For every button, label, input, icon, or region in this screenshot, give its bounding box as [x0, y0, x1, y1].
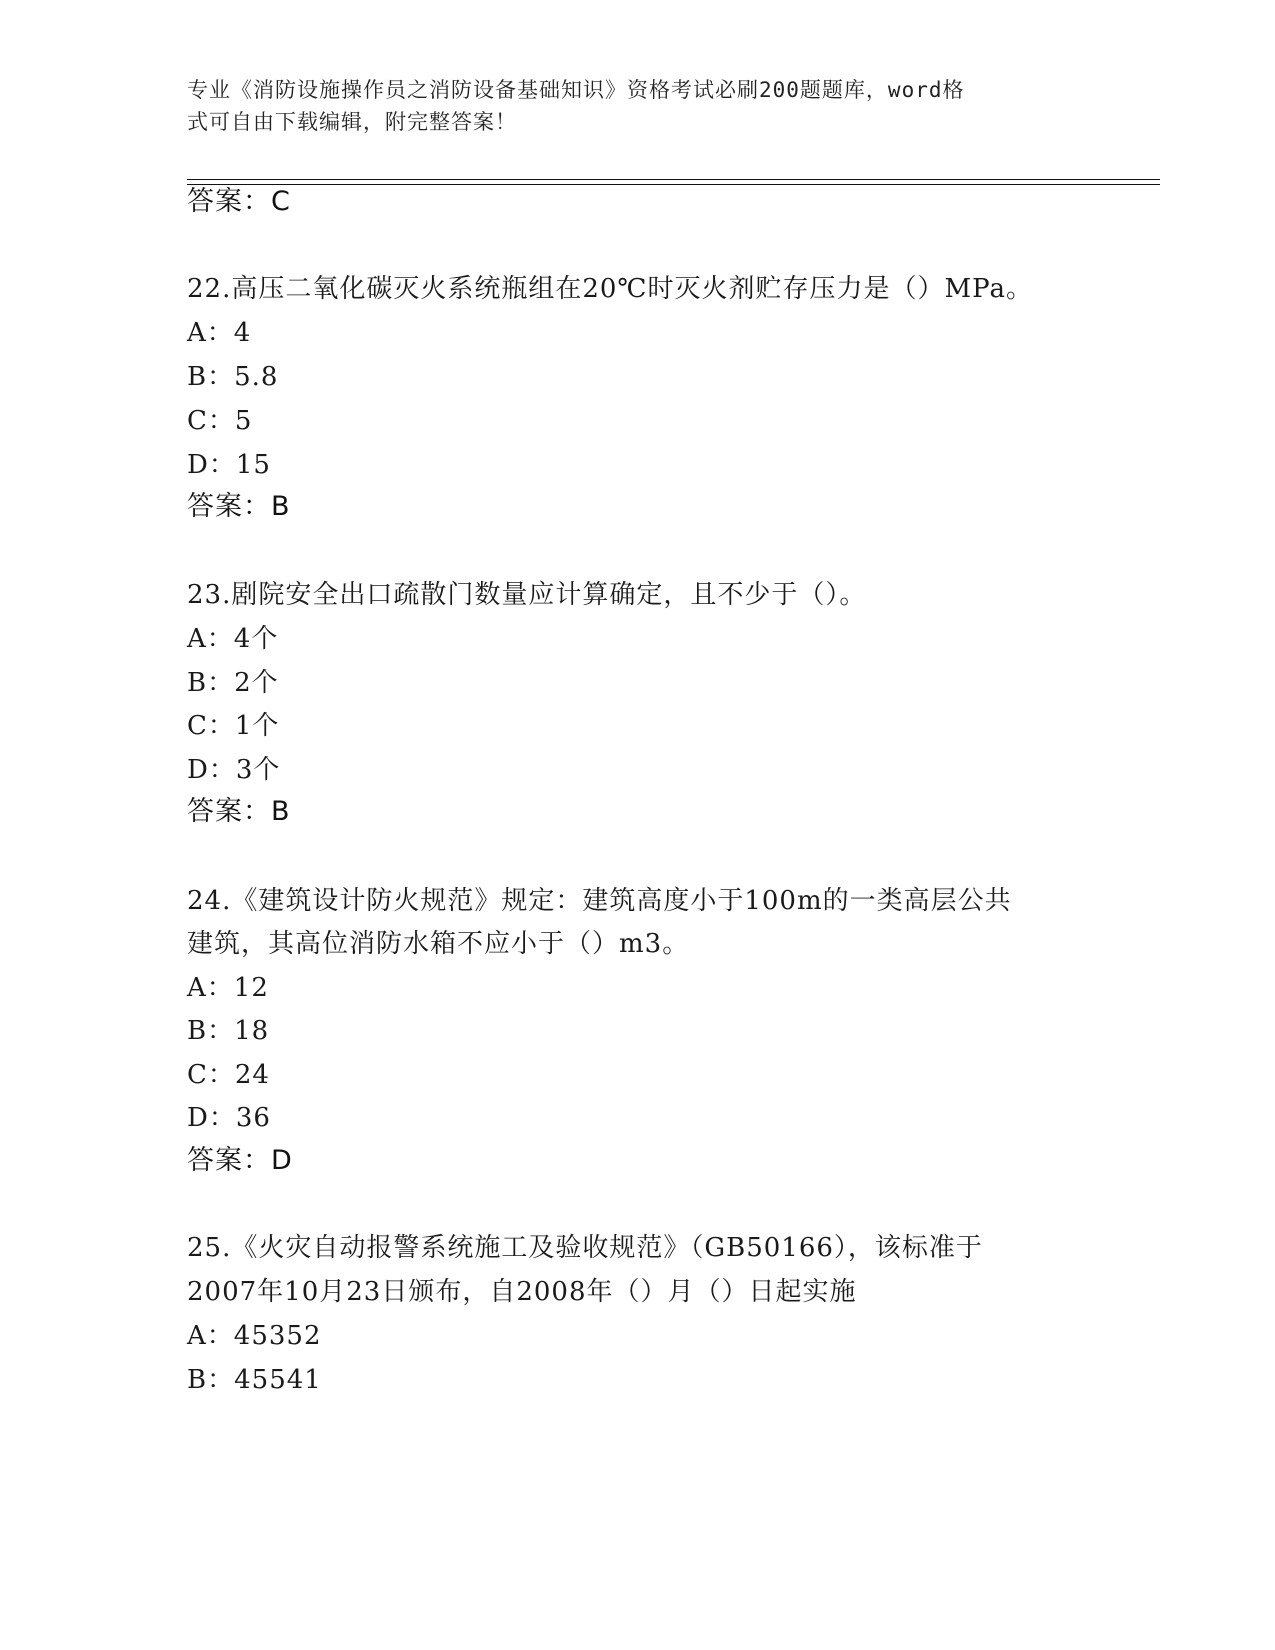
question-stem: 24.《建筑设计防火规范》规定：建筑高度小于100m的一类高层公共	[187, 886, 1012, 916]
question-stem: 25.《火灾自动报警系统施工及验收规范》（GB50166），该标准于	[187, 1233, 983, 1263]
option-c: C：24	[187, 1060, 270, 1090]
option-b: B：18	[187, 1016, 270, 1046]
option-c: C：1个	[187, 711, 280, 741]
answer-line: 答案：D	[187, 1145, 293, 1176]
question-stem-continued: 2007年10月23日颁布，自2008年（）月（）日起实施	[187, 1277, 857, 1307]
option-d: D：36	[187, 1103, 271, 1133]
answer-line: 答案：B	[187, 491, 291, 522]
answer-line: 答案：C	[187, 186, 291, 217]
question-stem: 23.剧院安全出口疏散门数量应计算确定，且不少于（）。	[187, 580, 867, 610]
answer-line: 答案：B	[187, 796, 291, 827]
option-d: D：3个	[187, 755, 281, 785]
question-stem-continued: 建筑，其高位消防水箱不应小于（）m3。	[187, 929, 690, 959]
option-a: A：12	[187, 973, 269, 1003]
header-divider-bottom	[187, 184, 1160, 185]
header-divider-top	[187, 179, 1160, 180]
question-stem: 22.高压二氧化碳灭火系统瓶组在20℃时灭火剂贮存压力是（）MPa。	[187, 274, 1033, 304]
option-d: D：15	[187, 450, 271, 480]
document-header	[187, 74, 1067, 138]
option-a: A：4	[187, 318, 252, 348]
option-b: B：2个	[187, 668, 279, 698]
header-line-2: 式可自由下载编辑，附完整答案！	[187, 110, 517, 134]
option-b: B：45541	[187, 1365, 322, 1395]
header-line-1: 专业《消防设施操作员之消防设备基础知识》资格考试必刷200题题库，word格	[187, 78, 965, 102]
option-a: A：4个	[187, 624, 279, 654]
option-c: C：5	[187, 406, 253, 436]
option-b: B：5.8	[187, 362, 279, 392]
option-a: A：45352	[187, 1321, 322, 1351]
